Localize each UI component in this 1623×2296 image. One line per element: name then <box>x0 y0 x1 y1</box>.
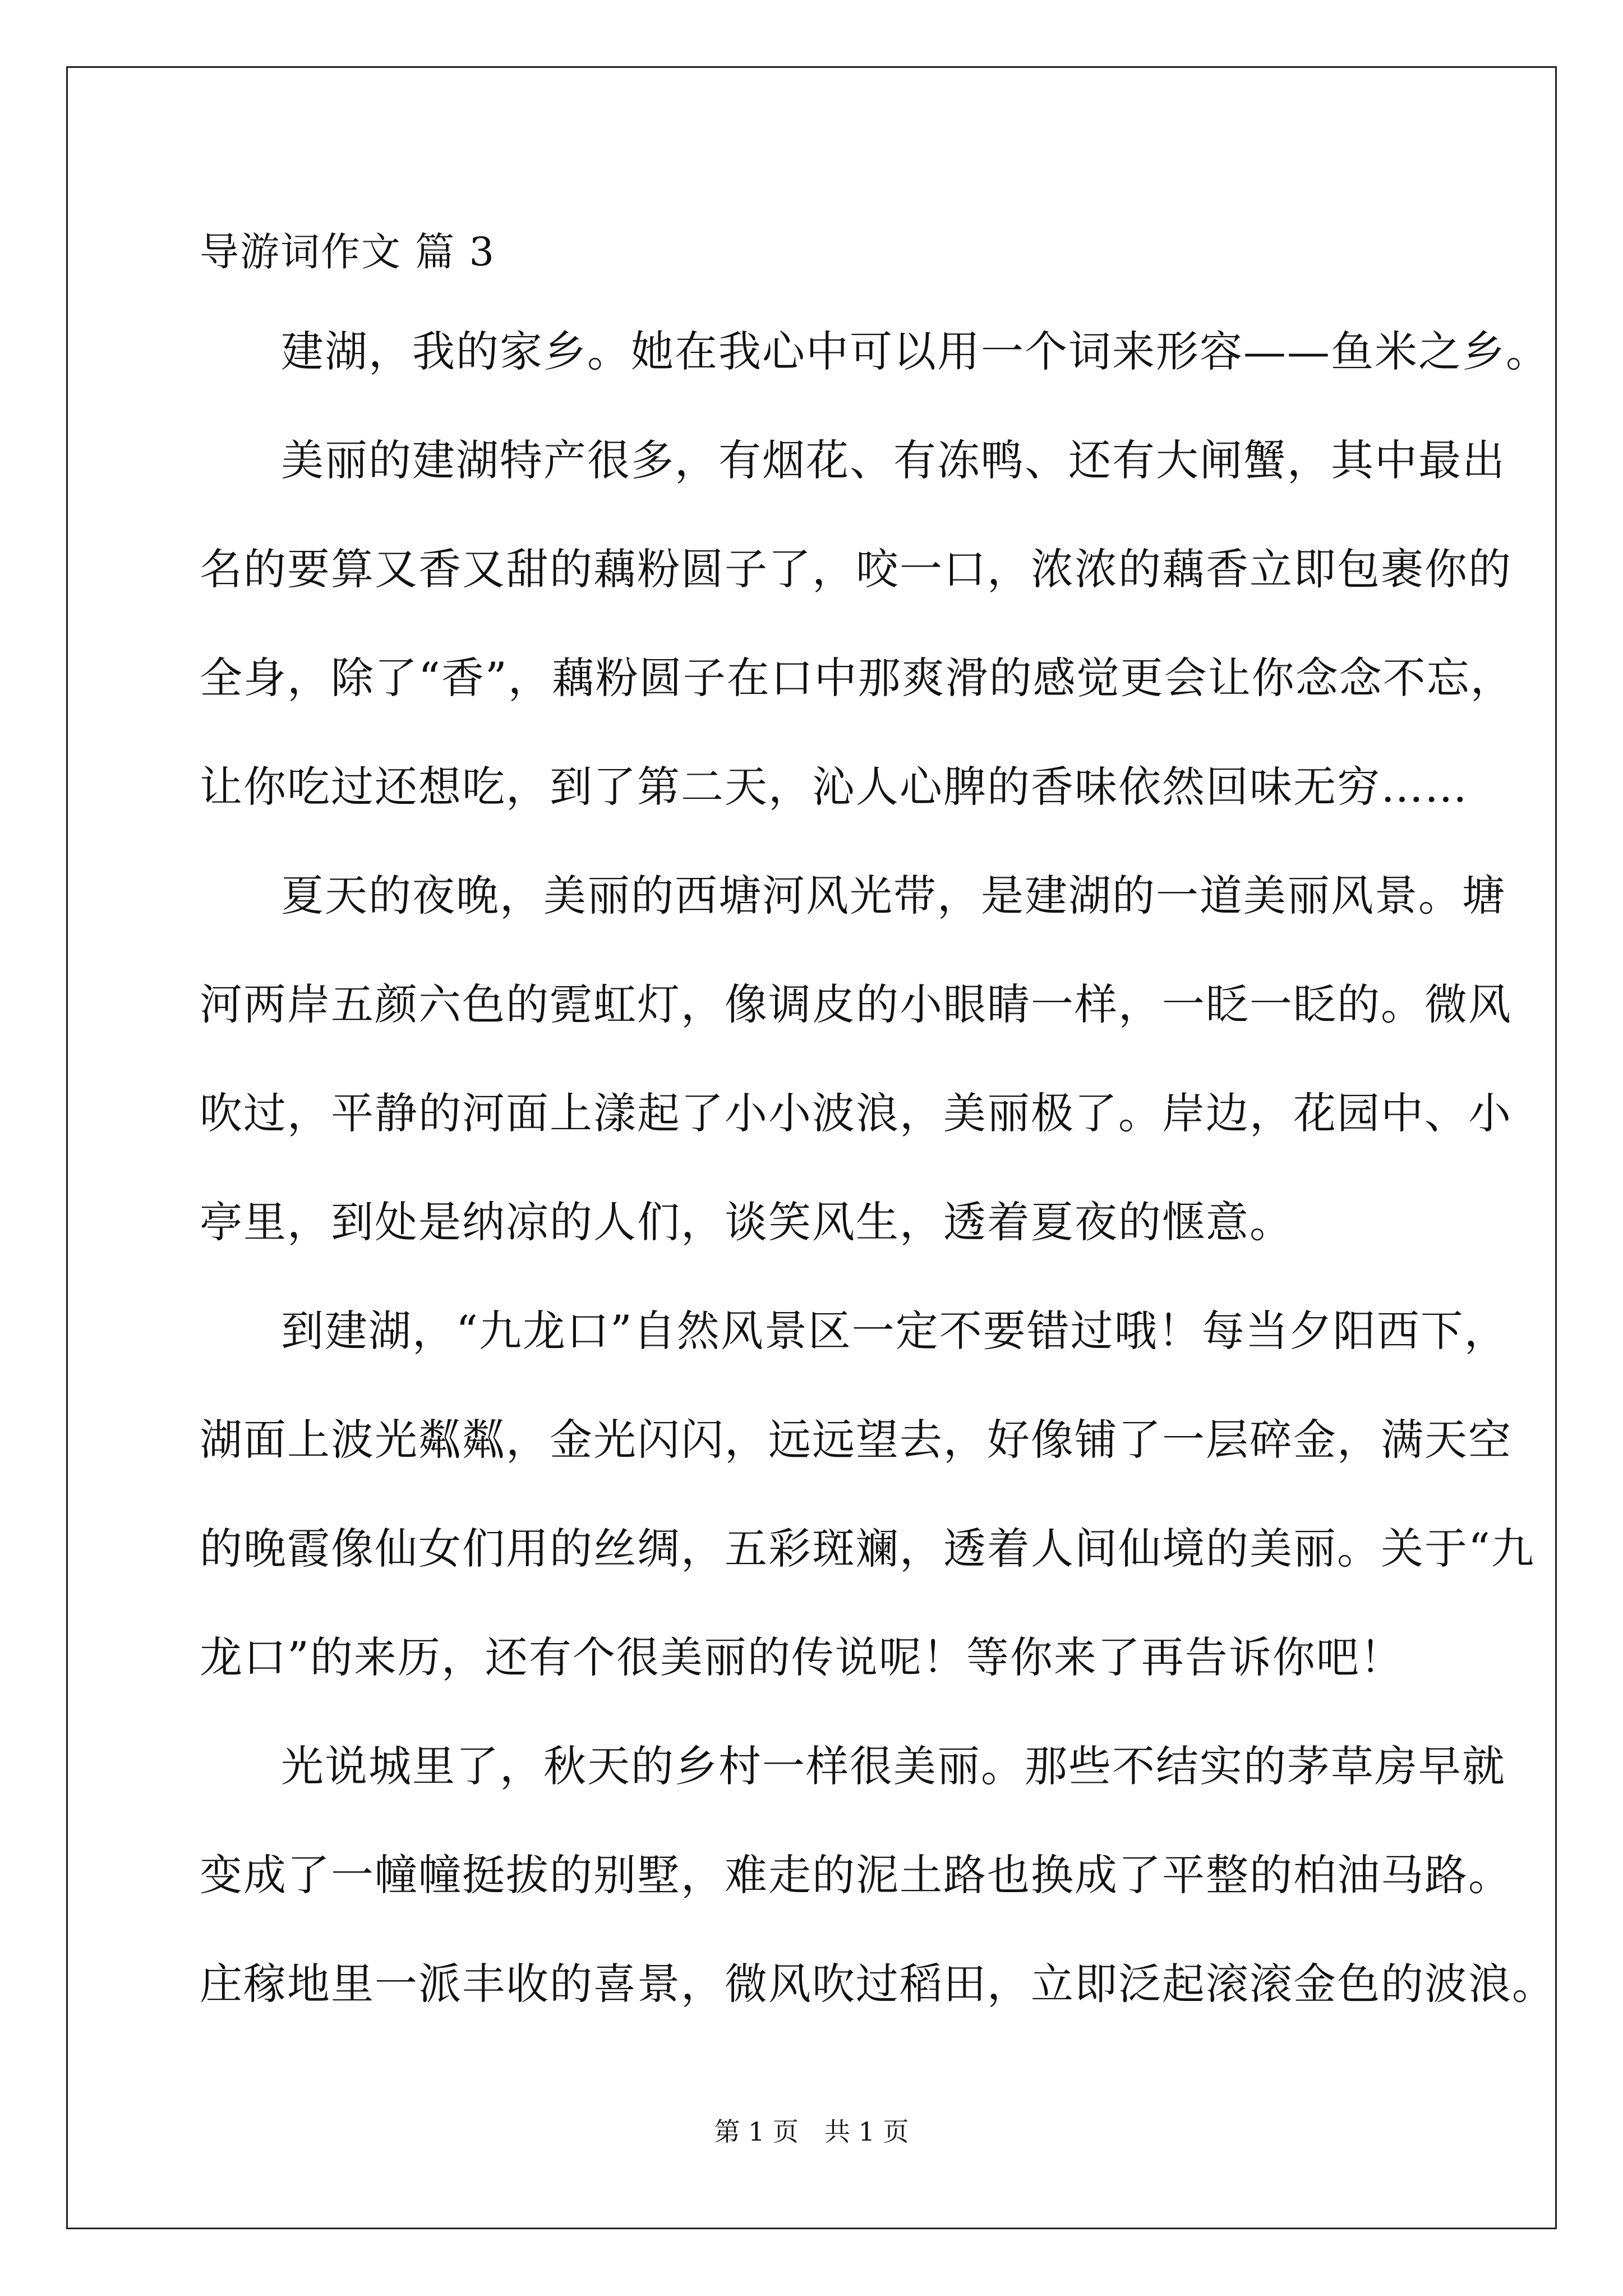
text-line: 名的要算又香又甜的藕粉圆子了，咬一口，浓浓的藕香立即包裹你的 <box>200 544 1512 594</box>
text-line: 建湖，我的家乡。她在我心中可以用一个词来形容——鱼米之乡。 <box>281 326 1550 376</box>
text-line: 庄稼地里一派丰收的喜景，微风吹过稻田，立即泛起滚滚金色的波浪。 <box>200 1959 1556 2009</box>
text-line: 让你吃过还想吃，到了第二天，沁人心脾的香味依然回味无穷…… <box>200 762 1468 812</box>
text-line: 夏天的夜晚，美丽的西塘河风光带，是建湖的一道美丽风景。塘 <box>281 871 1506 921</box>
text-line: 的晚霞像仙女们用的丝绸，五彩斑斓，透着人间仙境的美丽。关于“九 <box>200 1524 1535 1573</box>
paragraph-2 <box>200 430 1514 817</box>
text-line: 到建湖，“九龙口”自然风景区一定不要错过哦！每当夕阳西下， <box>281 1306 1508 1356</box>
document-body <box>200 222 1556 2063</box>
page-total: 共 1 页 <box>824 2116 909 2147</box>
text-line: 龙口”的来历，还有个很美丽的传说呢！等你来了再告诉你吧！ <box>200 1632 1404 1682</box>
text-line: 变成了一幢幢挺拔的别墅，难走的泥土路也换成了平整的柏油马路。 <box>200 1850 1512 1900</box>
page-footer <box>0 2115 1623 2148</box>
paragraph-4 <box>200 1301 1535 1688</box>
text-line: 光说城里了，秋天的乡村一样很美丽。那些不结实的茅草房早就 <box>281 1741 1506 1791</box>
text-line: 吹过，平静的河面上漾起了小小波浪，美丽极了。岸边，花园中、小 <box>200 1088 1512 1138</box>
text-line: 河两岸五颜六色的霓虹灯，像调皮的小眼睛一样，一眨一眨的。微风 <box>200 979 1512 1029</box>
page-number: 第 1 页 <box>714 2116 799 2147</box>
document-title: 导游词作文 篇 3 <box>200 229 496 275</box>
text-line: 全身，除了“香”，藕粉圆子在口中那爽滑的感觉更会让你念念不忘， <box>200 653 1514 703</box>
paragraph-1 <box>200 321 1550 382</box>
paragraph-3 <box>200 866 1512 1253</box>
text-line: 美丽的建湖特产很多，有烟花、有冻鸭、还有大闸蟹，其中最出 <box>281 435 1506 485</box>
text-line: 亭里，到处是纳凉的人们，谈笑风生，透着夏夜的惬意。 <box>200 1197 1293 1247</box>
paragraph-5 <box>200 1736 1556 2014</box>
text-line: 湖面上波光粼粼，金光闪闪，远远望去，好像铺了一层碎金，满天空 <box>200 1415 1512 1465</box>
